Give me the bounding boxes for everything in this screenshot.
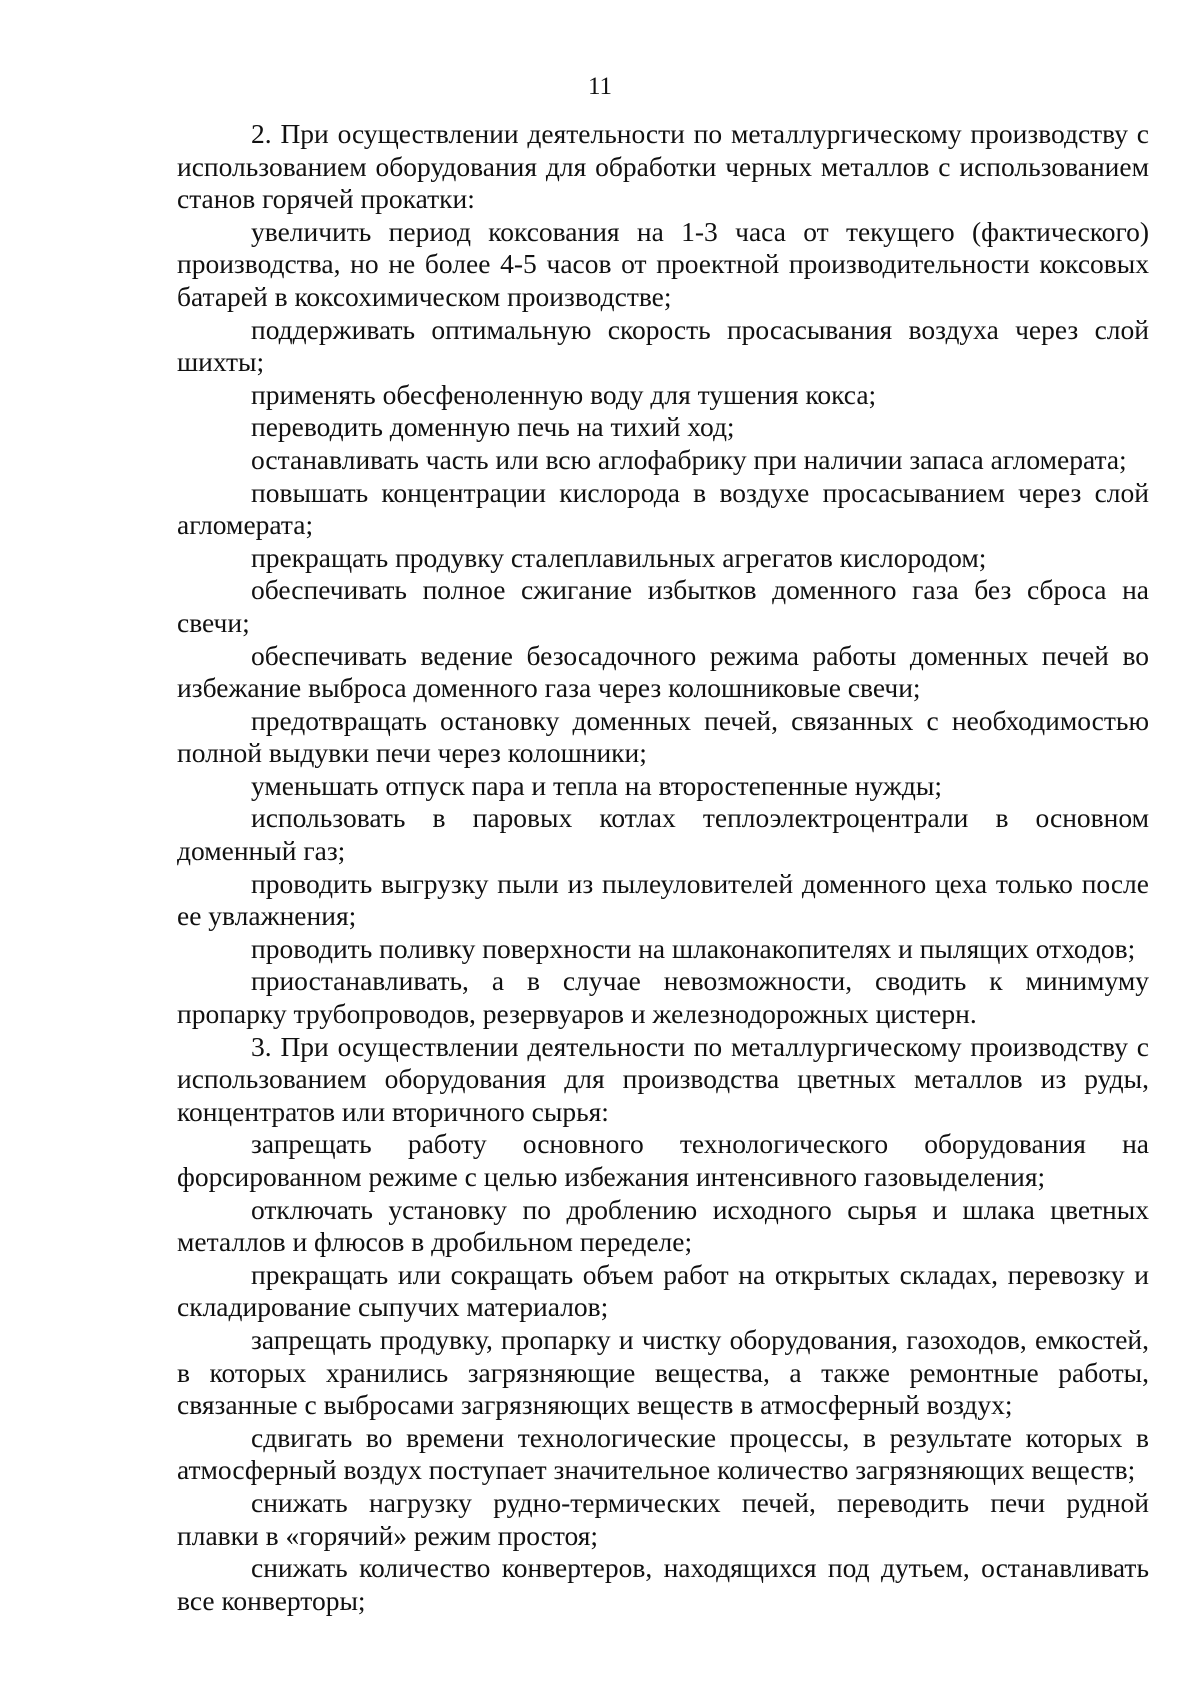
list-item: запрещать работу основного технологического оборудования на форсированном режиме с целью избежания интенсивного газовыделения; [177, 1128, 1149, 1192]
list-item: запрещать продувку, пропарку и чистку оборудования, газоходов, емкостей, в которых хранились загрязняющие вещества, а также ремонтные работы, связанные с выбросами загрязняющих веществ в атмосферный воздух; [177, 1323, 1149, 1421]
list-item: использовать в паровых котлах теплоэлектроцентрали в основном доменный газ; [177, 802, 1149, 867]
list-item: останавливать часть или всю аглофабрику при наличии запаса агломерата; [251, 443, 1127, 475]
section-2-heading: 2. При осуществлении деятельности по металлургическому производству с использованием оборудования для обработки черных металлов с использованием станов горячей прокатки: [177, 118, 1149, 215]
document-body [177, 118, 1149, 1617]
list-item: проводить выгрузку пыли из пылеуловителей доменного цеха только после ее увлажнения; [177, 867, 1149, 932]
list-item: прекращать продувку сталеплавильных агрегатов кислородом; [251, 541, 987, 573]
list-item: уменьшать отпуск пара и тепла на второстепенные нужды; [251, 769, 943, 801]
list-item: поддерживать оптимальную скорость просасывания воздуха через слой шихты; [177, 313, 1149, 378]
section-3-heading: 3. При осуществлении деятельности по металлургическому производству с использованием оборудования для производства цветных металлов из руды, концентратов или вторичного сырья: [177, 1030, 1149, 1127]
list-item: прекращать или сокращать объем работ на открытых складах, перевозку и складирование сыпучих материалов; [177, 1258, 1149, 1323]
list-item: применять обесфеноленную воду для тушения кокса; [251, 378, 877, 410]
list-item: повышать концентрации кислорода в воздухе просасыванием через слой агломерата; [177, 476, 1149, 541]
list-item: переводить доменную печь на тихий ход; [251, 411, 735, 443]
list-item: снижать количество конвертеров, находящихся под дутьем, останавливать все конверторы; [177, 1552, 1149, 1616]
list-item: предотвращать остановку доменных печей, связанных с необходимостью полной выдувки печи через колошники; [177, 704, 1149, 769]
page-number: 11 [587, 73, 613, 100]
list-item: снижать нагрузку рудно-термических печей, переводить печи рудной плавки в «горячий» режим простоя; [177, 1486, 1149, 1551]
list-item: обеспечивать полное сжигание избытков доменного газа без сброса на свечи; [177, 574, 1149, 638]
list-item: приостанавливать, а в случае невозможности, сводить к минимуму пропарку трубопроводов, резервуаров и железнодорожных цистерн. [177, 965, 1149, 1030]
list-item: отключать установку по дроблению исходного сырья и шлака цветных металлов и флюсов в дробильном переделе; [177, 1193, 1149, 1258]
list-item: сдвигать во времени технологические процессы, в результате которых в атмосферный воздух поступает значительное количество загрязняющих веществ; [177, 1421, 1149, 1486]
list-item: увеличить период коксования на 1-3 часа от текущего (фактического) производства, но не более 4-5 часов от проектной производительности коксовых батарей в коксохимическом производстве; [177, 215, 1149, 312]
list-item: обеспечивать ведение безосадочного режима работы доменных печей во избежание выброса доменного газа через колошниковые свечи; [177, 639, 1149, 704]
list-item: проводить поливку поверхности на шлаконакопителях и пылящих отходов; [251, 932, 1136, 964]
